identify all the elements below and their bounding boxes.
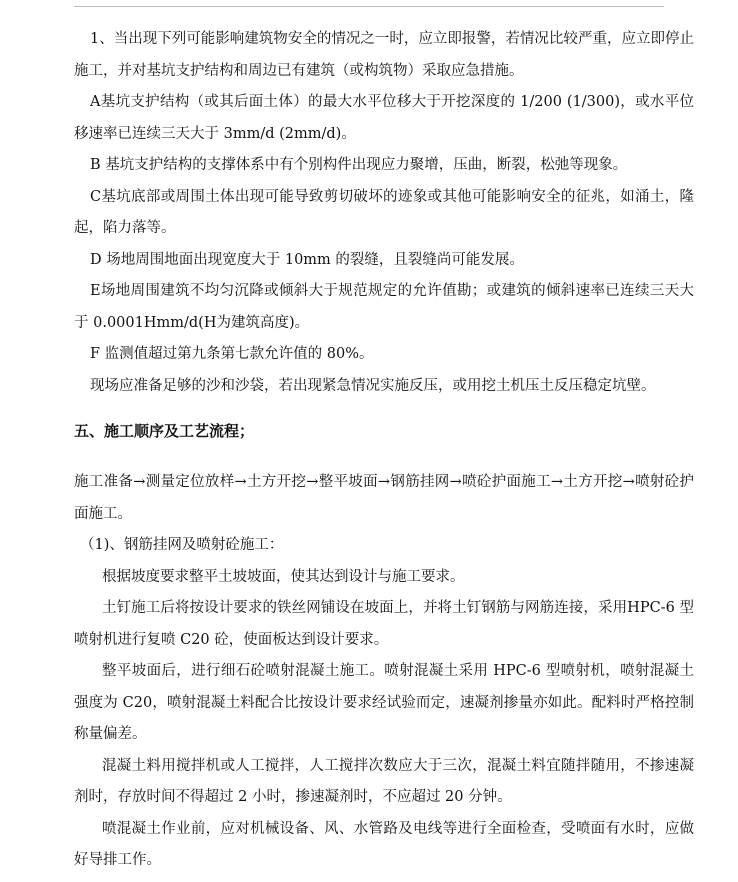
paragraph-c: C基坑底部或周围土体出现可能导致剪切破坏的迹象或其他可能影响安全的征兆，如涌土，隆起，陷力落等。: [74, 188, 694, 236]
paragraph-shotcrete: 整平坡面后，进行细石砼喷射混凝土施工。喷射混凝土采用 HPC-6 型喷射机，喷射混凝土强度为 C20，喷射混凝土料配合比按设计要求经试验而定，速凝剂掺量亦如此。配料时严格控制称量偏差。: [74, 663, 694, 742]
paragraph-1: 1、当出现下列可能影响建筑物安全的情况之一时，应立即报警，若情况比较严重，应立即停止施工，并对基坑支护结构和周边已有建筑（或构筑物）采取应急措施。: [74, 31, 694, 79]
paragraph-site-preparation: 现场应准备足够的沙和沙袋，若出现紧急情况实施反压，或用挖土机压土反压稳定坑壁。: [90, 377, 656, 394]
paragraph-d: D 场地周围地面出现宽度大于 10mm 的裂缝，且裂缝尚可能发展。: [90, 251, 524, 268]
paragraph-e: E场地周围建筑不均匀沉降或倾斜大于规范规定的允许值勘；或建筑的倾斜速率已连续三天大于 0.0001Hmm/d(H为建筑高度)。: [74, 283, 694, 331]
paragraph-mesh: 土钉施工后将按设计要求的铁丝网铺设在坡面上，并将土钉钢筋与网筋连接，采用HPC-6 型喷射机进行复喷 C20 砼，使面板达到设计要求。: [74, 600, 694, 648]
paragraph-mixing: 混凝土料用搅拌机或人工搅拌，人工搅拌次数应大于三次，混凝土料宜随拌随用，不掺速凝剂时，存放时间不得超过 2 小时，掺速凝剂时，不应超过 20 分钟。: [74, 757, 694, 805]
paragraph-f: F 监测值超过第九条第七款允许值的 80%。: [90, 346, 374, 362]
paragraph-a: A基坑支护结构（或其后面土体）的最大水平位移大于开挖深度的 1/200 (1/300)，或水平位移速率已连续三天大于 3mm/d (2mm/d)。: [74, 94, 694, 142]
section-heading-5: 五、施工顺序及工艺流程；: [74, 422, 255, 440]
top-rule: [74, 6, 664, 7]
paragraph-inspection: 喷混凝土作业前，应对机械设备、风、水管路及电线等进行全面检查，受喷面有水时，应做好导排工作。: [74, 820, 694, 868]
subsection-heading-1: （1)、钢筋挂网及喷射砼施工：: [80, 537, 284, 553]
paragraph-slope: 根据坡度要求整平土坡坡面，使其达到设计与施工要求。: [102, 568, 465, 585]
document-body: [74, 24, 694, 877]
process-flow: 施工准备→测量定位放样→土方开挖→整平坡面→钢筋挂网→喷砼护面施工→土方开挖→喷射砼护面施工。: [74, 474, 694, 522]
paragraph-b: B 基坑支护结构的支撑体系中有个别构件出现应力聚增，压曲，断裂，松弛等现象。: [90, 157, 628, 173]
